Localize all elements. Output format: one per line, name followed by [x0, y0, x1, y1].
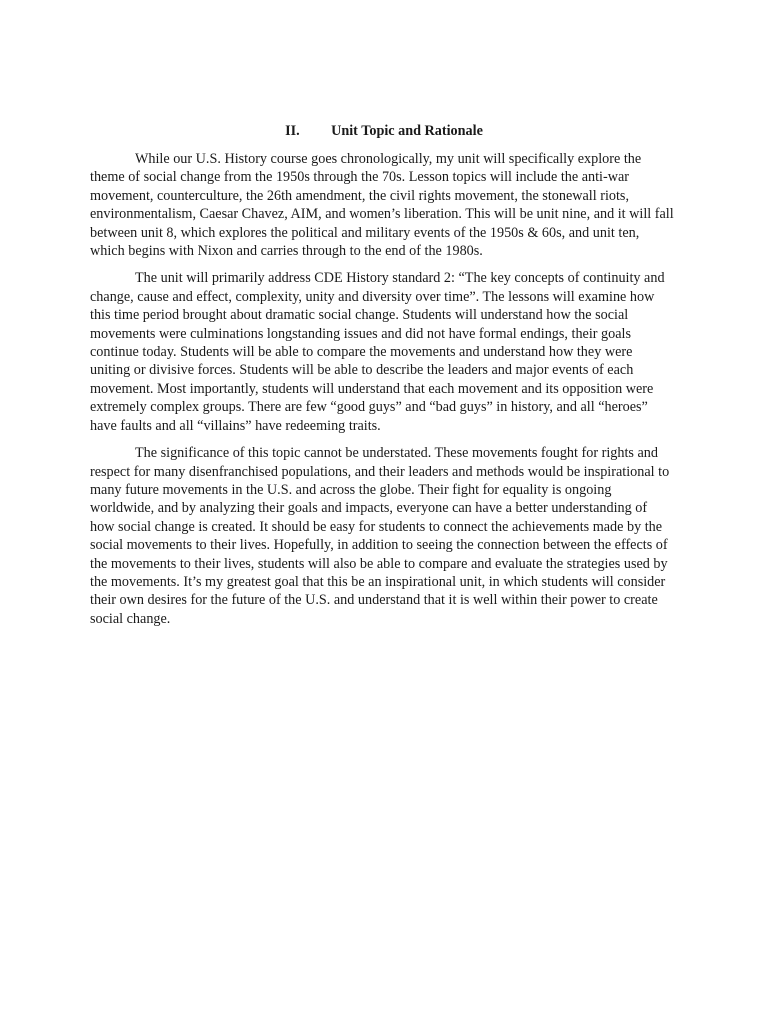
paragraph-3: The significance of this topic cannot be understated. These movements fought for rights and respect for many disenfranchised populations, and their leaders and methods would be inspirational to many future movements in the U.S. and across the globe. Their fight for equality is ongoing worldwide, and by analyzing their goals and impacts, everyone can have a better understanding of how social change is created. It should be easy for students to connect the achievements made by the social movements to their lives. Hopefully, in addition to seeing the connection between the effects of the movements to their lives, students will also be able to compare and evaluate the strategies used by the movements. It’s my greatest goal that this be an inspirational unit, in which students will consider their own desires for the future of the U.S. and understand that it is well within their power to create social change.: [90, 445, 670, 627]
section-title: Unit Topic and Rationale: [331, 123, 483, 139]
section-number: II.: [285, 123, 300, 139]
paragraph-2: The unit will primarily address CDE History standard 2: “The key concepts of continuity and change, cause and effect, complexity, unity and diversity over time”. The lessons will examine how this time period brought about dramatic social change. Students will understand how the social movements were culminations longstanding issues and did not have formal endings, their goals continue today. Students will be able to compare the movements and understand how they were uniting or divisive forces. Students will be able to describe the leaders and major events of each movement. Most importantly, students will understand that each movement and its opposition were extremely complex groups. There are few “good guys” and “bad guys” in history, and all “heroes” have faults and all “villains” have redeeming traits.: [90, 270, 665, 434]
paragraph-1: While our U.S. History course goes chronologically, my unit will specifically explore the theme of social change from the 1950s through the 70s. Lesson topics will include the anti-war movement, counterculture, the 26th amendment, the civil rights movement, the stonewall riots, environmentalism, Caesar Chavez, AIM, and women’s liberation. This will be unit nine, and it will fall between unit 8, which explores the political and military events of the 1950s & 60s, and unit ten, which begins with Nixon and carries through to the end of the 1980s.: [90, 151, 674, 260]
section-heading: [0, 122, 768, 140]
document-body: [90, 150, 675, 637]
